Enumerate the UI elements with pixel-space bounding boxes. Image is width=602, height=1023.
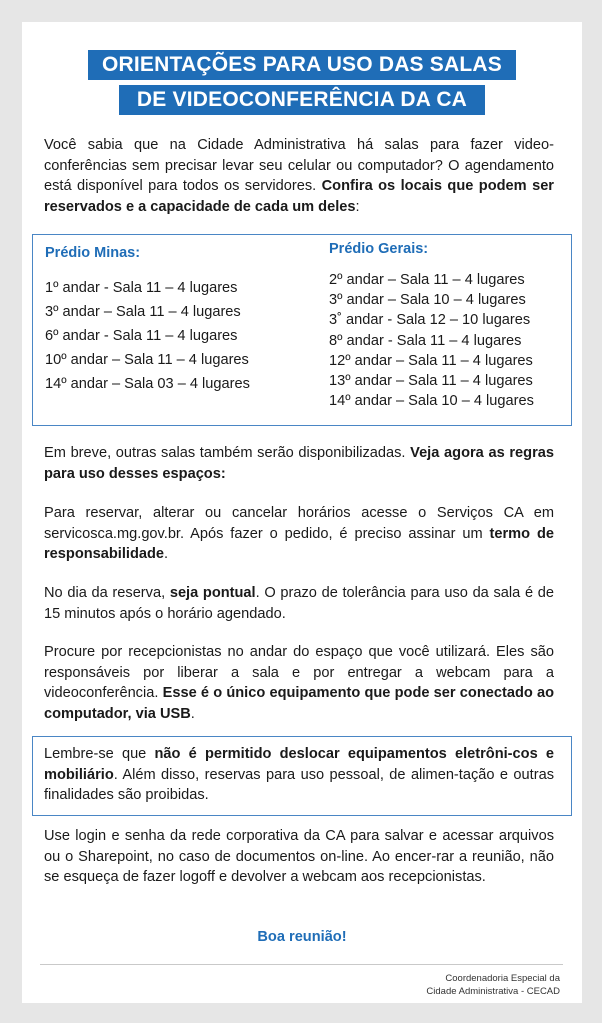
reminder-pre: Lembre-se que <box>44 746 155 762</box>
closing-text: Boa reunião! <box>257 929 347 945</box>
punctual-bold: seja pontual <box>169 585 256 601</box>
reception-bold: Esse é o único equipamento que pode ser conectado ao computador, via USB <box>44 685 555 722</box>
punctual-text: . O prazo de tolerância para uso da sala é de 15 minutos após o horário agendado. <box>44 585 554 622</box>
building-gerais <box>329 239 534 411</box>
soon-text: Em breve, outras salas também serão disponibilizadas. <box>44 445 411 461</box>
intro-end: : <box>355 198 360 215</box>
reserve-text: Para reservar, alterar ou cancelar horários acesse o Serviços CA em servicosca.mg.gov.br. Após fazer o pedido, é preciso assinar um <box>44 505 554 542</box>
intro-paragraph <box>44 135 554 217</box>
building-minas-title: Prédio Minas: <box>45 245 141 261</box>
room-item: 10º andar – Sala 11 – 4 lugares <box>45 352 249 368</box>
room-item: 14º andar – Sala 03 – 4 lugares <box>45 376 250 392</box>
reminder-bold: não é permitido deslocar equipamentos eletrôni-cos e mobiliário <box>44 746 554 783</box>
notice-card <box>22 22 582 1003</box>
room-item: 3º andar – Sala 11 – 4 lugares <box>45 304 241 320</box>
room-item: 12º andar – Sala 11 – 4 lugares <box>329 352 533 369</box>
reserve-bold: termo de responsabilidade <box>44 525 554 562</box>
room-item: 13º andar – Sala 11 – 4 lugares <box>329 373 533 390</box>
reminder-text: . Além disso, reservas para uso pessoal, de alimen-tação e outras finalidades são proibidas. <box>44 766 554 803</box>
footer-line-2: Cidade Administrativa - CECAD <box>426 986 560 997</box>
title-line-1: ORIENTAÇÕES PARA USO DAS SALAS <box>88 50 516 80</box>
soon-bold: Veja agora as regras para uso desses espaços: <box>44 445 554 482</box>
footer-line-1: Coordenadoria Especial da <box>445 973 560 984</box>
footer-credit <box>426 972 560 998</box>
reception-paragraph <box>44 642 554 724</box>
room-item: 2º andar – Sala 11 – 4 lugares <box>329 272 525 288</box>
reminder-paragraph <box>44 744 554 806</box>
intro-text: Você sabia que na Cidade Administrativa há salas para fazer video-conferências sem precisar levar seu celular ou computador? O agendamento está disponível para todos os servidores. <box>44 137 554 194</box>
reception-text: Procure por recepcionistas no andar do espaço que você utilizará. Eles são responsáveis por liberar a sala e por entregar a webcam para a videoconferência. <box>44 644 554 701</box>
rooms-box <box>32 234 572 426</box>
punctual-pre: No dia da reserva, <box>44 585 170 601</box>
room-item: 3˚ andar - Sala 12 – 10 lugares <box>329 312 531 329</box>
building-minas <box>45 243 250 396</box>
reception-end: . <box>190 705 195 722</box>
room-item: 3º andar – Sala 10 – 4 lugares <box>329 292 526 309</box>
reserve-end: . <box>164 546 169 562</box>
reserve-paragraph <box>44 503 554 565</box>
room-item: 8º andar - Sala 11 – 4 lugares <box>329 332 522 349</box>
room-item: 1º andar - Sala 11 – 4 lugares <box>45 280 238 296</box>
footer-divider <box>40 964 563 965</box>
punctual-paragraph <box>44 583 554 624</box>
room-item: 6º andar - Sala 11 – 4 lugares <box>45 328 238 344</box>
building-gerais-title: Prédio Gerais: <box>329 241 429 257</box>
login-text: Use login e senha da rede corporativa da CA para salvar e acessar arquivos ou o Sharepoint, no caso de documentos on-line. Ao encer-rar a reunião, não se esqueça de fazer logoff e devolver a webcam aos recepcionistas. <box>44 828 554 885</box>
room-item: 14º andar – Sala 10 – 4 lugares <box>329 393 534 410</box>
intro-bold: Confira os locais que podem ser reservados e a capacidade de cada um deles <box>44 178 554 215</box>
page-title <box>22 50 582 115</box>
title-line-2: DE VIDEOCONFERÊNCIA DA CA <box>119 85 485 115</box>
soon-paragraph <box>44 443 554 484</box>
login-paragraph <box>44 826 554 888</box>
